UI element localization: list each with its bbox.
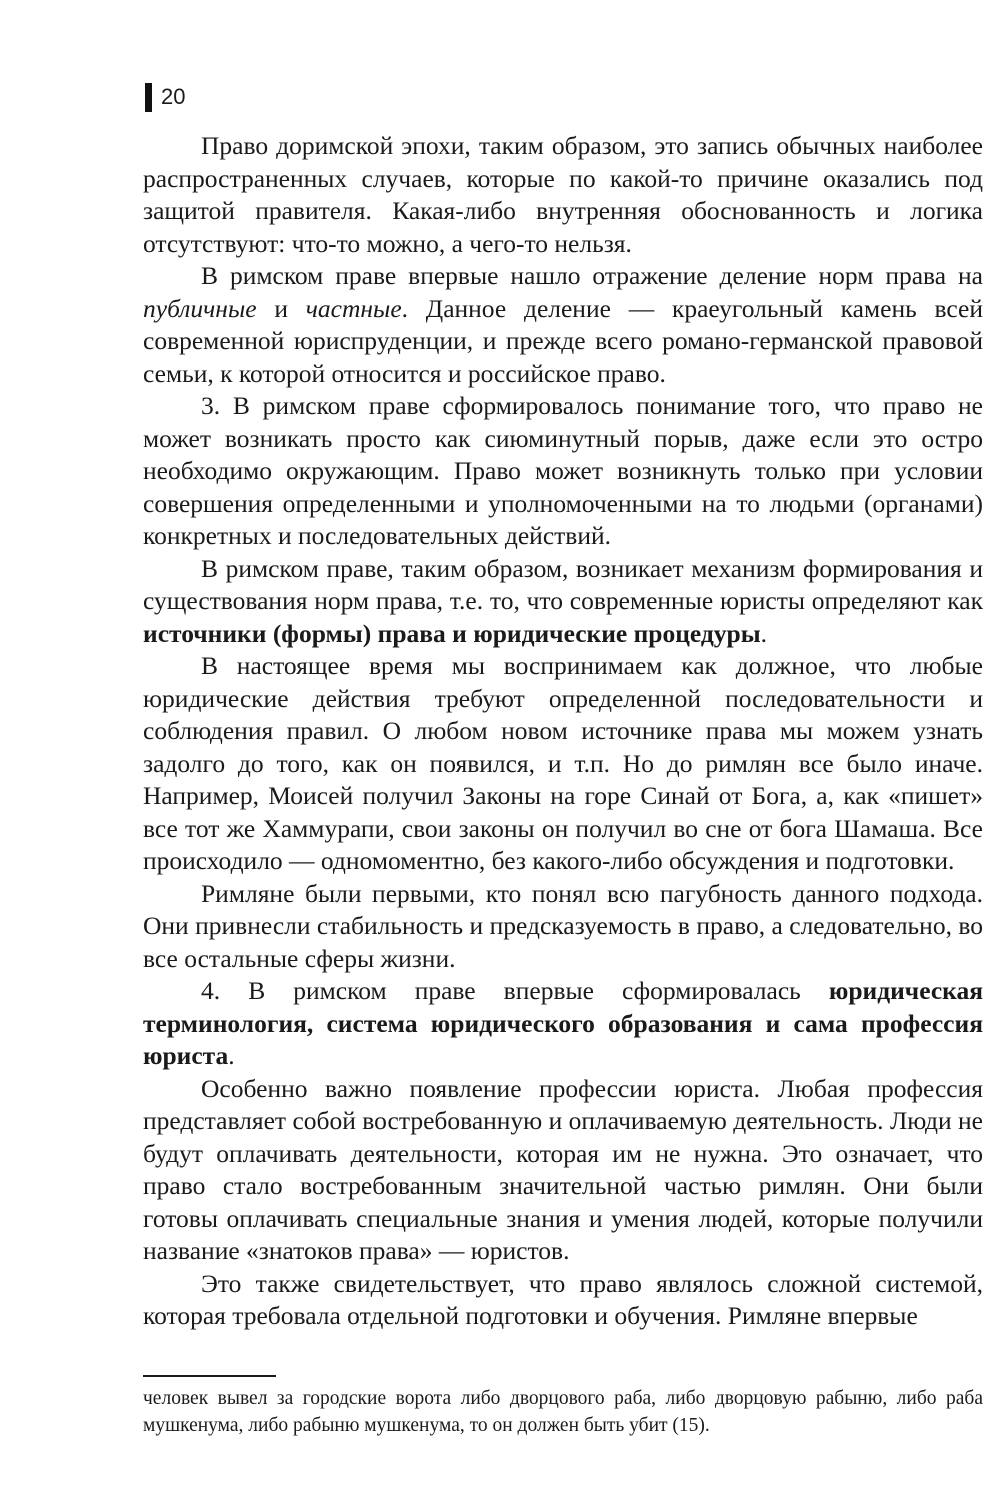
text-run: Римляне были первыми, кто понял всю пагубность данного подхода. Они привнесли стабильность и предсказуемость в право, а следовательно, во все остальные сферы жизни. [143,878,983,973]
italic-text: частные [305,293,402,323]
text-run: Право доримской эпохи, таким образом, это запись обычных наиболее распространенных случаев, которые по какой-то причине оказались под защитой правителя. Какая-либо внутренняя обоснованность и логика отсутствуют: что-то можно, а чего-то нельзя. [143,131,983,258]
italic-text: публичные [143,293,257,323]
text-run: 3. В римском праве сформировалось понимание того, что право не может возникать просто как сиюминутный порыв, даже если это остро необходимо окружающим. Право может возникнуть только при условии совершения определенными и уполномоченными на то людьми (органами) конкретных и последовательных действий. [143,391,983,550]
text-run: . Данное деление — краеугольный камень всей современной юриспруденции, и прежде всего романо-германской правовой семьи, к которой относится и российское право. [143,293,983,388]
footnote-separator [143,1375,276,1377]
text-run: Это также свидетельствует, что право являлось сложной системой, которая требовала отдельной подготовки и обучения. Римляне впервые [143,1268,983,1330]
paragraph [143,1073,983,1268]
page-number: 20 [161,84,186,109]
text-run: . [228,1041,235,1070]
paragraph [143,553,983,651]
text-run: 4. В римском праве впервые сформировалась [201,976,829,1005]
text-run: Особенно важно появление профессии юриста. Любая профессия представляет собой востребованную и оплачиваемую деятельность. Люди не будут оплачивать деятельности, которая им не нужна. Это означает, что право стало востребованным значительной частью римлян. Они были готовы оплачивать специальные знания и умения людей, которые получили название «знатоков права» — юристов. [143,1073,983,1265]
bold-text: юридическая терминология, система юридического образования и сама профессия юриста [143,976,983,1070]
text-run: В римском праве, таким образом, возникает механизм формирования и существования норм права, т.е. то, что современные юристы определяют как [143,553,983,615]
bold-text: источники (формы) права и юридические процедуры [143,618,761,648]
paragraph [143,878,983,976]
paragraph [143,650,983,878]
text-run: В римском праве впервые нашло отражение деление норм права на [201,261,983,290]
text-run: . [760,618,768,648]
footnote: человек вывел за городские ворота либо дворцового раба, либо дворцовую рабыню, либо раба мушкенума, либо рабыню мушкенума, то он должен быть убит (15). [143,1388,983,1436]
paragraph [143,975,983,1073]
paragraph [143,130,983,260]
body-text [143,130,983,1333]
paragraph [143,390,983,553]
text-run: и [256,293,306,323]
paragraph [143,260,983,390]
paragraph [143,1268,983,1333]
text-run: В настоящее время мы воспринимаем как должное, что любые юридические действия требуют определенной последовательности и соблюдения правил. О любом новом источнике права мы можем узнать задолго до того, как он появился, и т.п. Но до римлян все было иначе. Например, Моисей получил Законы на горе Синай от Бога, а, как «пишет» все тот же Хаммурапи, свои законы он получил во сне от бога Шамаша. Все происходило — одномоментно, без какого-либо обсуждения и подготовки. [143,651,983,875]
page-number-marker [145,83,152,112]
